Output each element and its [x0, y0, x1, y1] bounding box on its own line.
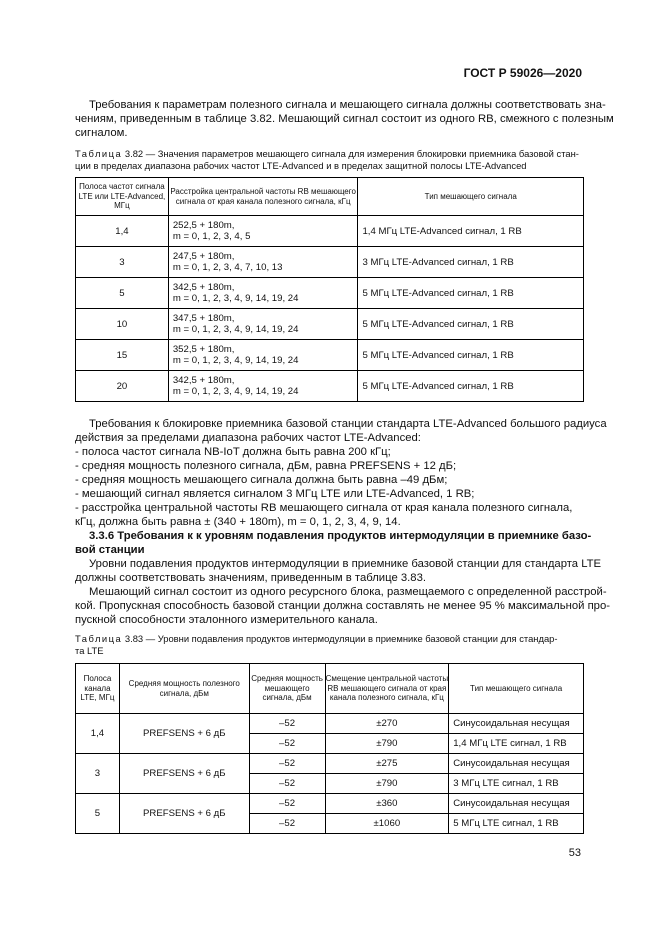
header-signal-type: Тип мешающего сигнала — [449, 664, 584, 714]
cell-wanted-power: PREFSENS + 6 дБ — [119, 714, 249, 754]
cell-offset — [168, 309, 358, 340]
cell-wanted-power: PREFSENS + 6 дБ — [119, 794, 249, 834]
table-caption-text: 3.83 — Уровни подавления продуктов интермодуляции в приемнике базовой станции для стандар- — [122, 633, 558, 644]
header-bandwidth: Полоса частот сигнала LTE или LTE-Advanced, МГц — [76, 178, 169, 216]
table-row — [76, 247, 584, 278]
cell-bandwidth: 1,4 — [76, 216, 169, 247]
section-paragraph: должны соответствовать значениям, приведенным в таблице 3.83. — [75, 572, 427, 584]
table-row — [76, 340, 584, 371]
offset-formula: 252,5 + 180m, — [172, 220, 235, 231]
offset-m-values: m = 0, 1, 2, 3, 4, 5 — [172, 231, 251, 242]
table-382-caption-line-2: ции в пределах диапазона рабочих частот LTE-Advanced и в пределах защитной полосы LTE-Advanced — [75, 160, 527, 171]
header-wanted-power: Средняя мощность полезного сигнала, дБм — [119, 664, 249, 714]
header-bandwidth: Полоса канала LTE, МГц — [76, 664, 120, 714]
cell-offset — [168, 278, 358, 309]
cell-bandwidth: 10 — [76, 309, 169, 340]
bullet-item-continuation: кГц, должна быть равна ± (340 + 180m), m = 0, 1, 2, 3, 4, 9, 14. — [75, 516, 401, 528]
section-heading: 3.3.6 Требования к к уровням подавления продуктов интермодуляции в приемнике базо- — [89, 530, 592, 542]
block-req-line-1: Требования к блокировке приемника базовой станции стандарта LTE-Advanced большого радиуса — [89, 418, 607, 430]
offset-m-values: m = 0, 1, 2, 3, 4, 9, 14, 19, 24 — [172, 293, 299, 304]
cell-signal-type: 5 МГц LTE-Advanced сигнал, 1 RB — [358, 309, 584, 340]
header-signal-type: Тип мешающего сигнала — [358, 178, 584, 216]
table-383-caption-line-2: та LTE — [75, 645, 104, 656]
offset-m-values: m = 0, 1, 2, 3, 4, 9, 14, 19, 24 — [172, 386, 299, 397]
section-paragraph: Уровни подавления продуктов интермодуляции в приемнике базовой станции для стандарта LTE — [89, 558, 602, 570]
cell-offset — [168, 216, 358, 247]
offset-formula: 352,5 + 180m, — [172, 344, 235, 355]
bullet-item: - полоса частот сигнала NB-IoT должна быть равна 200 кГц; — [75, 446, 391, 458]
cell-bandwidth: 15 — [76, 340, 169, 371]
cell-signal-type: 5 МГц LTE-Advanced сигнал, 1 RB — [358, 278, 584, 309]
cell-offset — [168, 371, 358, 402]
offset-formula: 347,5 + 180m, — [172, 313, 235, 324]
page-number: 53 — [568, 847, 581, 859]
section-paragraph: пускной способности эталонного измерительного канала. — [75, 614, 378, 626]
cell-signal-type: 3 МГц LTE-Advanced сигнал, 1 RB — [358, 247, 584, 278]
document-id: ГОСТ Р 59026—2020 — [463, 66, 582, 80]
cell-bandwidth: 5 — [76, 278, 169, 309]
cell-offset: ±790 — [325, 734, 449, 754]
table-caption-text: 3.82 — Значения параметров мешающего сигнала для измерения блокировки приемника базовой стан- — [122, 148, 579, 159]
offset-formula: 342,5 + 180m, — [172, 282, 235, 293]
bullet-item: - средняя мощность полезного сигнала, дБм, равна PREFSENS + 12 дБ; — [75, 460, 457, 472]
cell-offset: ±1060 — [325, 814, 449, 834]
section-heading-line-2: вой станции — [75, 544, 145, 556]
table-row — [76, 371, 584, 402]
table-382-caption — [75, 148, 579, 160]
cell-interferer-power: –52 — [249, 734, 325, 754]
table-row — [76, 714, 584, 734]
cell-offset — [168, 247, 358, 278]
header-interferer-power: Средняя мощность мешающего сигнала, дБм — [249, 664, 325, 714]
table-row — [76, 794, 584, 814]
cell-signal-type: Синусоидальная несущая — [449, 754, 584, 774]
header-offset: Расстройка центральной частоты RB мешающего сигнала от края канала полезного сигнала, кГц — [168, 178, 358, 216]
table-header-row — [76, 178, 584, 216]
cell-offset: ±790 — [325, 774, 449, 794]
block-req-line-2: действия за пределами диапазона рабочих частот LTE-Advanced: — [75, 432, 421, 444]
table-caption-label: Таблица — [75, 148, 123, 159]
table-383-caption — [75, 633, 558, 645]
offset-m-values: m = 0, 1, 2, 3, 4, 9, 14, 19, 24 — [172, 324, 299, 335]
cell-interferer-power: –52 — [249, 714, 325, 734]
table-383 — [75, 663, 584, 834]
cell-offset: ±360 — [325, 794, 449, 814]
offset-m-values: m = 0, 1, 2, 3, 4, 9, 14, 19, 24 — [172, 355, 299, 366]
table-header-row — [76, 664, 584, 714]
section-paragraph: кой. Пропускная способность базовой станции должна составлять не менее 95 % максимальной про- — [75, 600, 611, 612]
cell-wanted-power: PREFSENS + 6 дБ — [119, 754, 249, 794]
table-row — [76, 309, 584, 340]
cell-bandwidth: 5 — [76, 794, 120, 834]
cell-signal-type: Синусоидальная несущая — [449, 714, 584, 734]
offset-formula: 342,5 + 180m, — [172, 375, 235, 386]
cell-bandwidth: 3 — [76, 754, 120, 794]
intro-line-3: сигналом. — [75, 127, 128, 139]
table-row — [76, 278, 584, 309]
table-382 — [75, 177, 584, 402]
cell-interferer-power: –52 — [249, 774, 325, 794]
cell-signal-type: 1,4 МГц LTE сигнал, 1 RB — [449, 734, 584, 754]
offset-m-values: m = 0, 1, 2, 3, 4, 7, 10, 13 — [172, 262, 283, 273]
cell-signal-type: 5 МГц LTE-Advanced сигнал, 1 RB — [358, 371, 584, 402]
cell-bandwidth: 1,4 — [76, 714, 120, 754]
table-caption-label: Таблица — [75, 633, 123, 644]
intro-line-1: Требования к параметрам полезного сигнала и мешающего сигнала должны соответствовать зна- — [89, 99, 606, 111]
offset-formula: 247,5 + 180m, — [172, 251, 235, 262]
cell-offset: ±275 — [325, 754, 449, 774]
bullet-item: - мешающий сигнал является сигналом 3 МГц LTE или LTE-Advanced, 1 RB; — [75, 488, 475, 500]
cell-signal-type: Синусоидальная несущая — [449, 794, 584, 814]
cell-bandwidth: 3 — [76, 247, 169, 278]
cell-signal-type: 3 МГц LTE сигнал, 1 RB — [449, 774, 584, 794]
intro-line-2: чениям, приведенным в таблице 3.82. Мешающий сигнал состоит из одного RB, смежного с полезным — [75, 113, 614, 125]
bullet-item: - расстройка центральной частоты RB мешающего сигнала от края канала полезного сигнала, — [75, 502, 573, 514]
cell-signal-type: 1,4 МГц LTE-Advanced сигнал, 1 RB — [358, 216, 584, 247]
cell-interferer-power: –52 — [249, 754, 325, 774]
bullet-item: - средняя мощность мешающего сигнала должна быть равна –49 дБм; — [75, 474, 448, 486]
header-offset: Смещение центральной частоты RB мешающего сигнала от края канала полезного сигнала, кГц — [325, 664, 449, 714]
table-row — [76, 754, 584, 774]
cell-bandwidth: 20 — [76, 371, 169, 402]
cell-signal-type: 5 МГц LTE сигнал, 1 RB — [449, 814, 584, 834]
cell-interferer-power: –52 — [249, 814, 325, 834]
cell-offset: ±270 — [325, 714, 449, 734]
cell-interferer-power: –52 — [249, 794, 325, 814]
cell-signal-type: 5 МГц LTE-Advanced сигнал, 1 RB — [358, 340, 584, 371]
section-paragraph: Мешающий сигнал состоит из одного ресурсного блока, размещаемого с определенной расстрой- — [89, 586, 607, 598]
cell-offset — [168, 340, 358, 371]
table-row — [76, 216, 584, 247]
